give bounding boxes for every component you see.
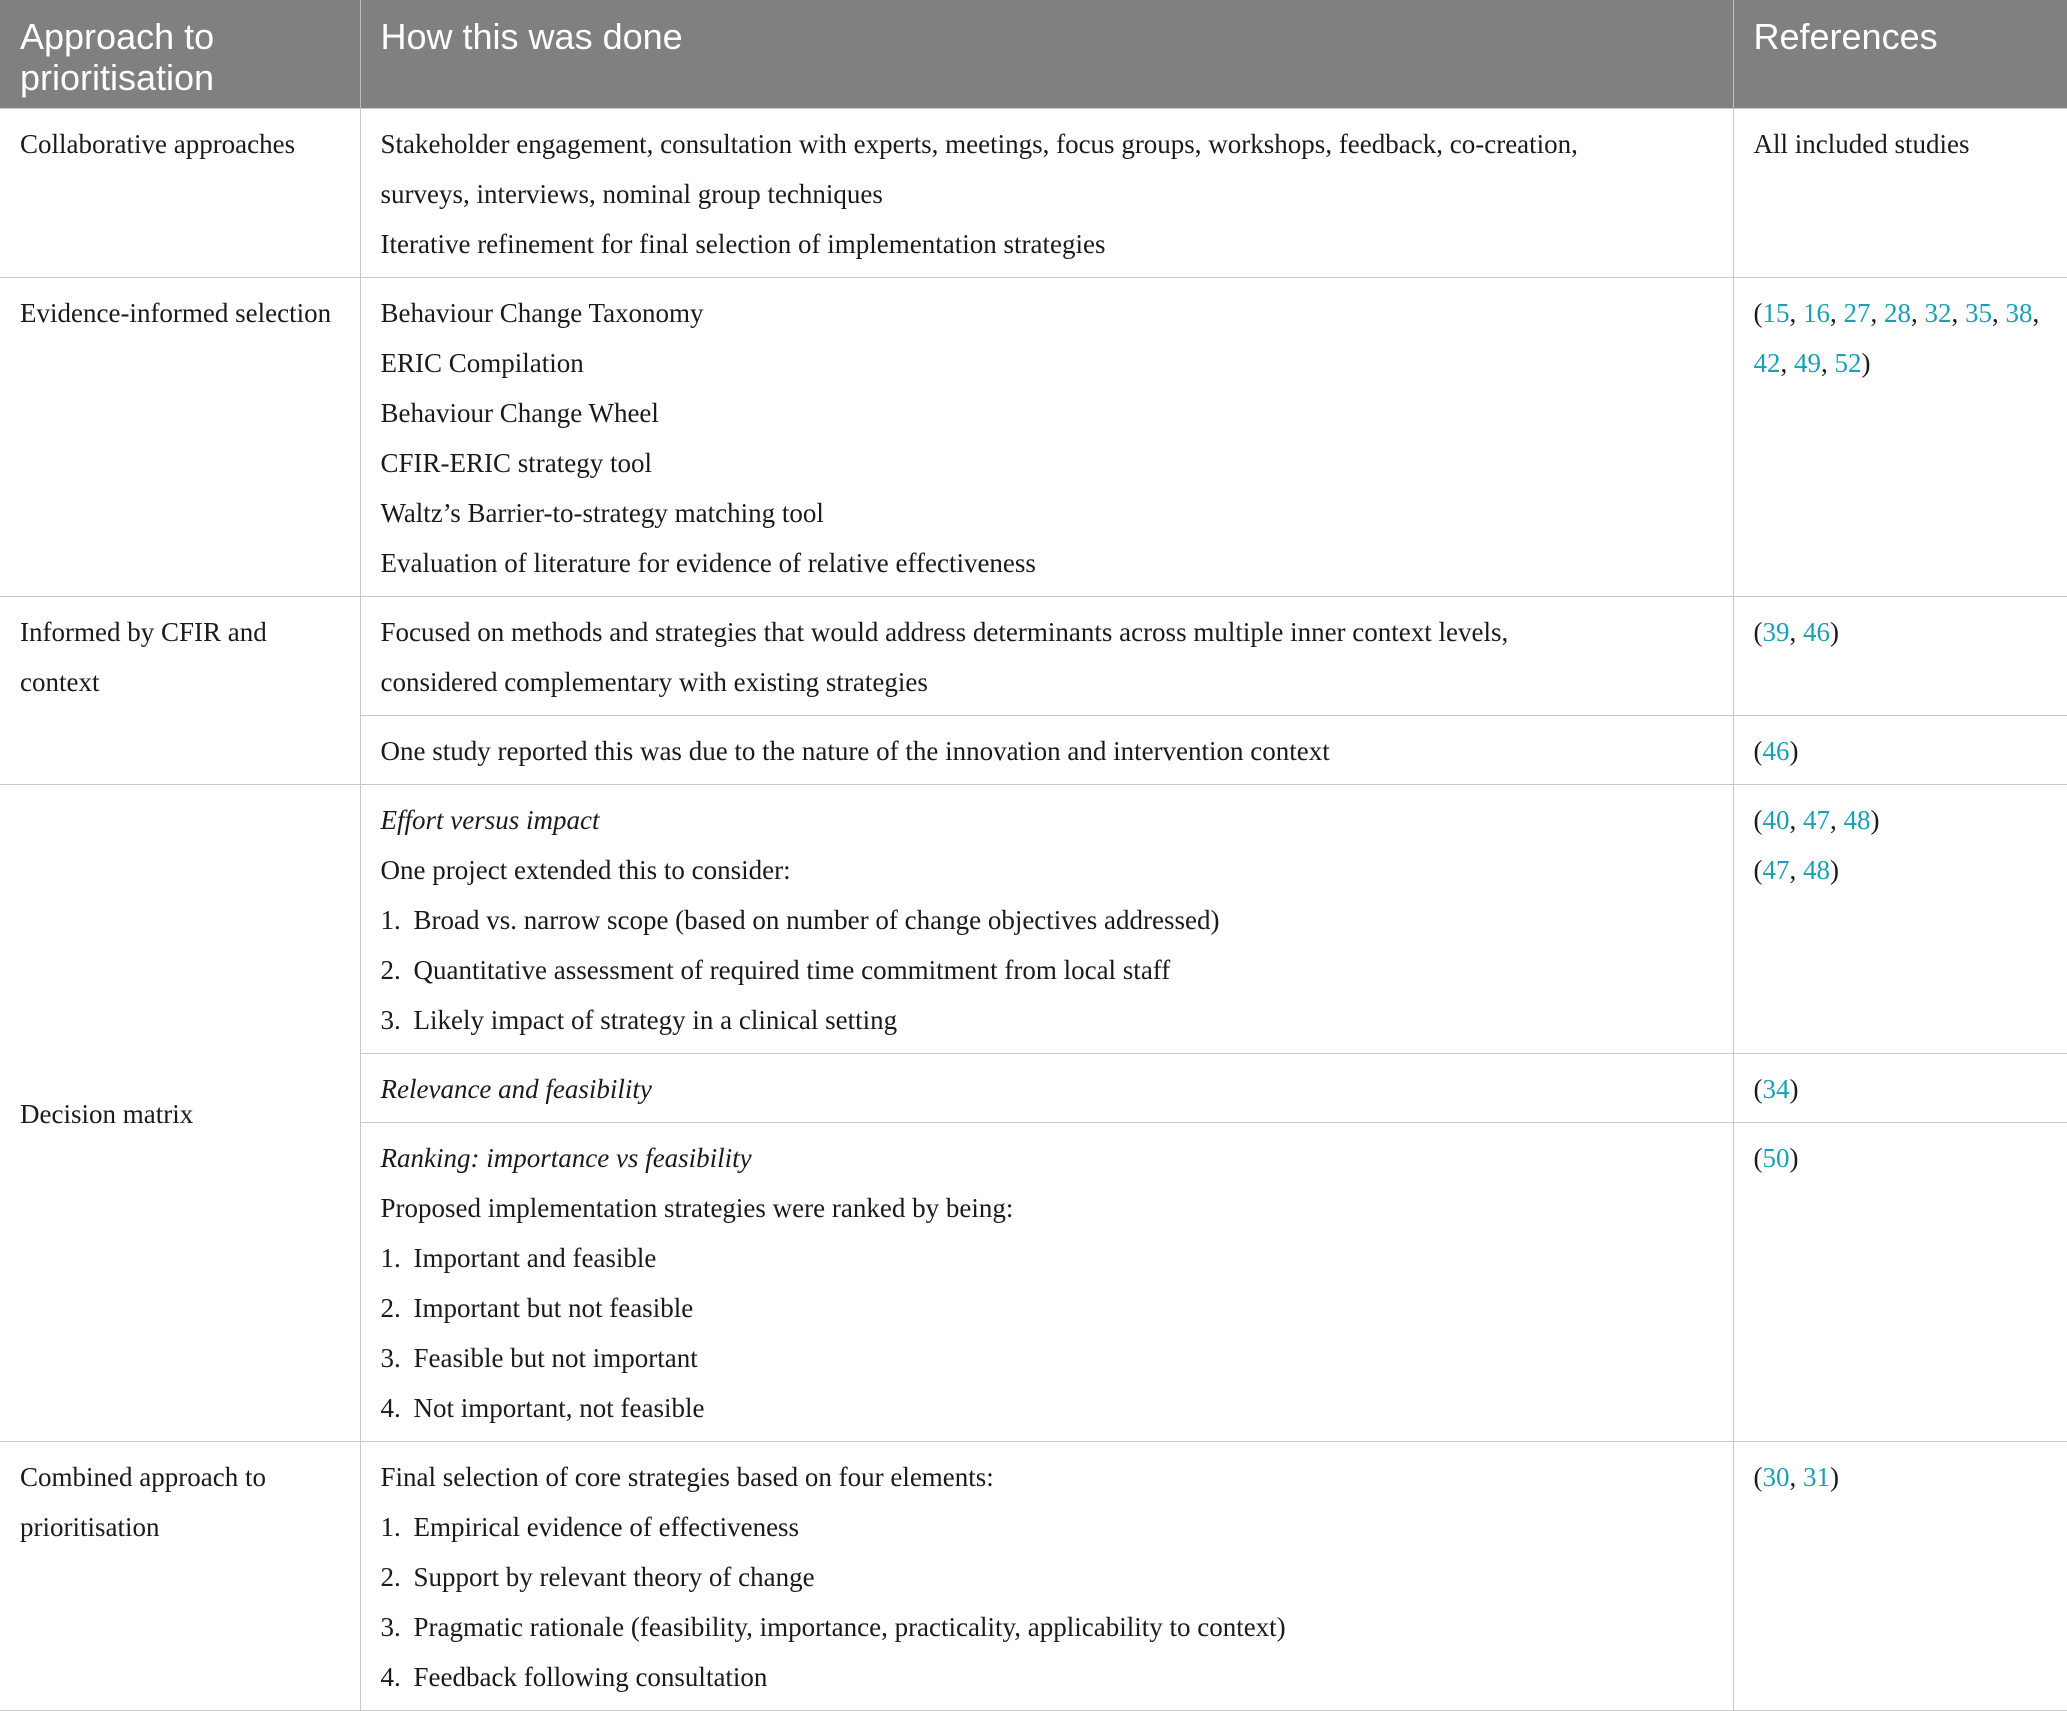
numbered-item — [381, 1552, 1713, 1602]
reference-separator: , — [1911, 298, 1925, 328]
approach-cell — [0, 278, 360, 597]
reference-link[interactable]: 47 — [1762, 855, 1790, 885]
numbered-item — [381, 1283, 1713, 1333]
item-text: Feedback following consultation — [413, 1662, 768, 1692]
numbered-item — [381, 1233, 1713, 1283]
paren-close: ) — [1789, 736, 1799, 766]
item-number: 3. — [380, 1343, 401, 1373]
reference-link[interactable]: 31 — [1803, 1462, 1830, 1492]
row-combined — [0, 1442, 2067, 1711]
numbered-item — [381, 995, 1713, 1045]
method-cell — [360, 1442, 1733, 1711]
method-line: Final selection of core strategies based on four elements: — [380, 1462, 994, 1492]
method-line: surveys, interviews, nominal group techniques — [380, 179, 883, 209]
item-text: Quantitative assessment of required time commitment from local staff — [413, 955, 1171, 985]
item-number: 3. — [380, 1612, 401, 1642]
references-cell — [1733, 109, 2067, 278]
reference-separator: , — [1780, 348, 1794, 378]
table-header — [0, 0, 2067, 109]
reference-list — [1754, 1064, 2048, 1114]
references-cell — [1733, 1123, 2067, 1442]
paren-close: ) — [1830, 855, 1839, 885]
item-text: Important but not feasible — [413, 1293, 694, 1323]
method-line: Iterative refinement for final selection of implementation strategies — [380, 229, 1106, 259]
reference-list — [1754, 288, 2048, 388]
numbered-item — [381, 1652, 1713, 1702]
method-cell — [360, 1054, 1733, 1123]
item-text: Feasible but not important — [413, 1343, 698, 1373]
reference-list — [1754, 845, 2048, 895]
reference-link[interactable]: 48 — [1803, 855, 1830, 885]
item-text: Not important, not feasible — [413, 1393, 705, 1423]
row-decision-a — [0, 785, 2067, 1054]
reference-link[interactable]: 52 — [1834, 348, 1862, 378]
reference-link[interactable]: 38 — [2005, 298, 2033, 328]
approach-cell — [0, 597, 360, 785]
numbered-item — [381, 1502, 1713, 1552]
reference-link[interactable]: 48 — [1843, 805, 1871, 835]
reference-separator: , — [1821, 348, 1835, 378]
paren-close: ) — [1789, 1074, 1799, 1104]
paren-open: ( — [1753, 805, 1763, 835]
references-cell — [1733, 278, 2067, 597]
references-cell — [1733, 1442, 2067, 1711]
paren-open: ( — [1753, 1074, 1763, 1104]
references-cell — [1733, 1054, 2067, 1123]
approach-cell — [0, 785, 360, 1442]
references-cell — [1733, 597, 2067, 716]
row-cfir-a — [0, 597, 2067, 716]
reference-separator: , — [1830, 805, 1844, 835]
method-line: considered complementary with existing strategies — [380, 667, 928, 697]
paren-open: ( — [1753, 298, 1763, 328]
method-cell — [360, 1123, 1733, 1442]
reference-list — [1754, 795, 2048, 845]
numbered-item — [381, 1333, 1713, 1383]
reference-separator: , — [2032, 298, 2040, 328]
reference-list — [1754, 726, 2048, 776]
approach-label: Combined approach to prioritisation — [20, 1462, 266, 1542]
reference-link[interactable]: 35 — [1965, 298, 1992, 328]
method-subtitle: Effort versus impact — [380, 805, 600, 835]
reference-list — [1754, 607, 2048, 657]
item-text: Pragmatic rationale (feasibility, importance, practicality, applicability to context) — [413, 1612, 1286, 1642]
reference-link[interactable]: 46 — [1803, 617, 1830, 647]
reference-link[interactable]: 34 — [1762, 1074, 1790, 1104]
reference-separator: , — [1789, 805, 1803, 835]
reference-link[interactable]: 39 — [1762, 617, 1790, 647]
item-text: Likely impact of strategy in a clinical setting — [413, 1005, 898, 1035]
item-number: 2. — [380, 955, 401, 985]
reference-link[interactable]: 27 — [1843, 298, 1871, 328]
paren-open: ( — [1753, 736, 1763, 766]
references-cell — [1733, 785, 2067, 1054]
numbered-item — [381, 895, 1713, 945]
item-text: Empirical evidence of effectiveness — [413, 1512, 800, 1542]
item-number: 2. — [380, 1562, 401, 1592]
paren-close: ) — [1830, 1462, 1839, 1492]
reference-link[interactable]: 49 — [1794, 348, 1821, 378]
reference-separator: , — [1789, 617, 1803, 647]
item-text: Important and feasible — [413, 1243, 657, 1273]
row-collaborative — [0, 109, 2067, 278]
paren-close: ) — [1870, 805, 1880, 835]
method-cell — [360, 597, 1733, 716]
method-line: Evaluation of literature for evidence of relative effectiveness — [380, 548, 1036, 578]
item-number: 1. — [380, 905, 401, 935]
item-number: 4. — [380, 1662, 401, 1692]
paren-open: ( — [1753, 617, 1763, 647]
paren-close: ) — [1861, 348, 1871, 378]
header-how: How this was done — [360, 0, 1733, 109]
reference-link[interactable]: 42 — [1753, 348, 1781, 378]
numbered-item — [381, 1383, 1713, 1433]
item-number: 4. — [380, 1393, 401, 1423]
item-number: 3. — [380, 1005, 401, 1035]
reference-link[interactable]: 46 — [1762, 736, 1790, 766]
approach-label: Decision matrix — [20, 1099, 194, 1129]
method-cell — [360, 278, 1733, 597]
method-subtitle: Relevance and feasibility — [380, 1074, 652, 1104]
reference-separator: , — [1789, 298, 1803, 328]
reference-link[interactable]: 16 — [1803, 298, 1830, 328]
reference-separator: , — [1870, 298, 1884, 328]
reference-link[interactable]: 15 — [1762, 298, 1790, 328]
reference-list — [1754, 1133, 2048, 1183]
item-number: 1. — [380, 1243, 401, 1273]
reference-separator: , — [1830, 298, 1844, 328]
reference-separator: , — [1789, 855, 1803, 885]
method-line: Focused on methods and strategies that would address determinants across multiple inner context levels, — [380, 617, 1509, 647]
approach-label: Collaborative approaches — [20, 129, 296, 159]
reference-link[interactable]: 28 — [1884, 298, 1911, 328]
method-line: CFIR-ERIC strategy tool — [380, 448, 652, 478]
reference-link[interactable]: 30 — [1762, 1462, 1790, 1492]
approach-cell — [0, 109, 360, 278]
paren-close: ) — [1830, 617, 1839, 647]
row-evidence-informed — [0, 278, 2067, 597]
method-line: One project extended this to consider: — [380, 855, 791, 885]
paren-close: ) — [1789, 1143, 1799, 1173]
reference-list — [1754, 1452, 2048, 1502]
method-line: Behaviour Change Taxonomy — [380, 298, 704, 328]
item-text: Broad vs. narrow scope (based on number of change objectives addressed) — [413, 905, 1220, 935]
header-references: References — [1733, 0, 2067, 109]
item-text: Support by relevant theory of change — [413, 1562, 815, 1592]
approach-cell — [0, 1442, 360, 1711]
header-approach: Approach to prioritisation — [0, 0, 360, 109]
method-cell — [360, 716, 1733, 785]
item-number: 2. — [380, 1293, 401, 1323]
numbered-item — [381, 1602, 1713, 1652]
approach-label: Evidence-informed selection — [20, 298, 332, 328]
method-line: Stakeholder engagement, consultation with experts, meetings, focus groups, workshops, feedback, co-creation, — [380, 129, 1578, 159]
method-cell — [360, 109, 1733, 278]
method-line: Behaviour Change Wheel — [380, 398, 659, 428]
paren-open: ( — [1753, 1143, 1763, 1173]
reference-separator: , — [1951, 298, 1965, 328]
reference-link[interactable]: 47 — [1803, 805, 1830, 835]
method-subtitle: Ranking: importance vs feasibility — [380, 1143, 752, 1173]
numbered-item — [381, 945, 1713, 995]
references-text: All included studies — [1753, 129, 1970, 159]
reference-link[interactable]: 40 — [1762, 805, 1790, 835]
method-line: ERIC Compilation — [380, 348, 584, 378]
reference-link[interactable]: 32 — [1924, 298, 1952, 328]
paren-open: ( — [1753, 1462, 1763, 1492]
reference-separator: , — [1789, 1462, 1803, 1492]
method-cell — [360, 785, 1733, 1054]
paren-open: ( — [1753, 855, 1763, 885]
references-cell — [1733, 716, 2067, 785]
reference-separator: , — [1992, 298, 2006, 328]
method-line: Waltz’s Barrier-to-strategy matching tool — [380, 498, 824, 528]
method-line: Proposed implementation strategies were ranked by being: — [380, 1193, 1014, 1223]
reference-link[interactable]: 50 — [1762, 1143, 1790, 1173]
item-number: 1. — [380, 1512, 401, 1542]
method-line: One study reported this was due to the nature of the innovation and intervention context — [380, 736, 1330, 766]
approach-label: Informed by CFIR and context — [20, 617, 267, 697]
